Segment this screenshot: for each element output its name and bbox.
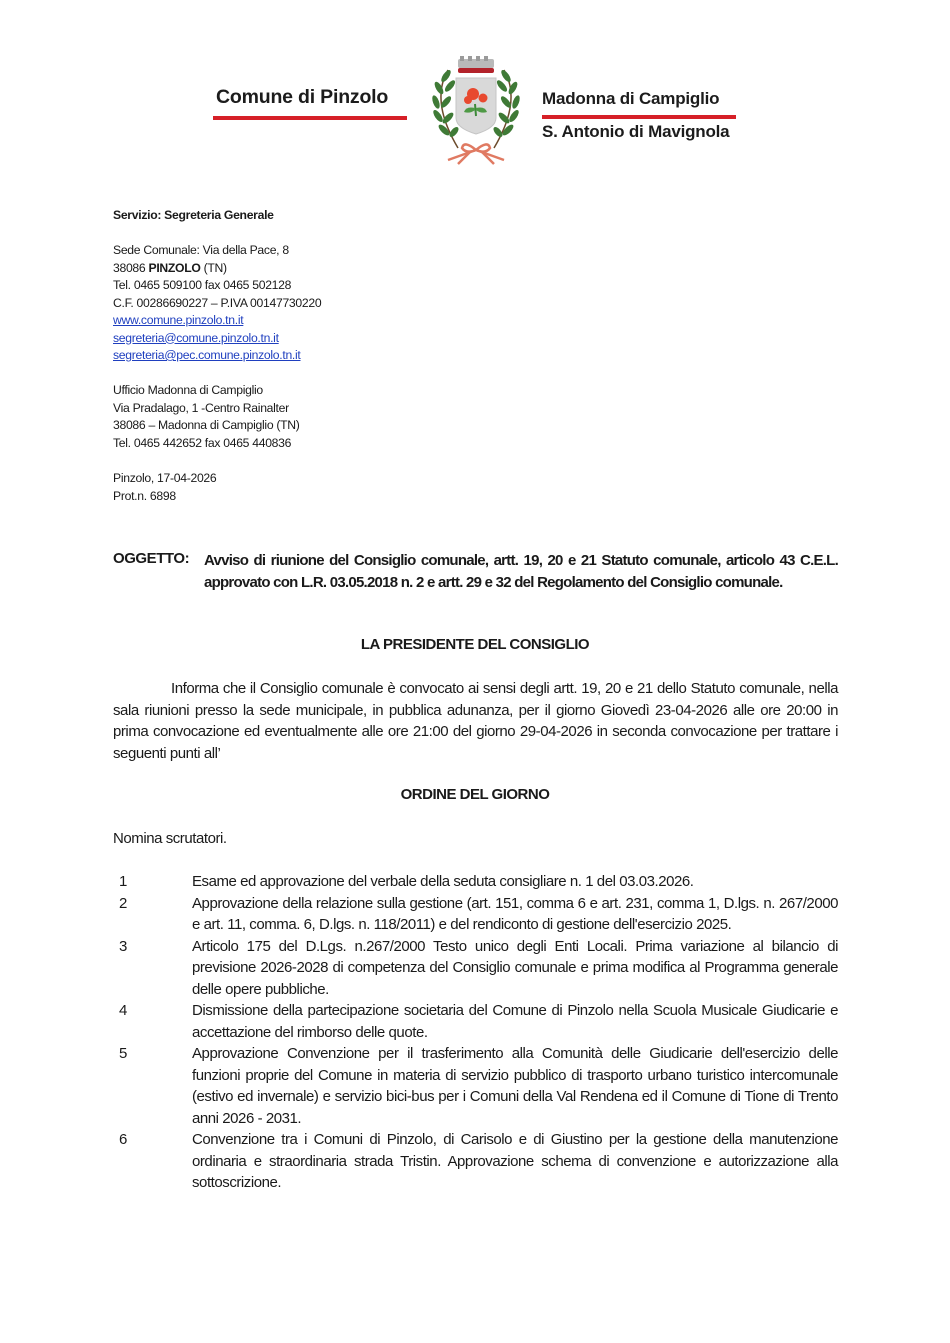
hq-province: (TN) [203, 260, 227, 275]
office-address: Via Pradalago, 1 -Centro Rainalter [113, 400, 289, 415]
letterhead-locality-1: Madonna di Campiglio [542, 89, 720, 108]
subject-label: OGGETTO: [113, 550, 190, 567]
agenda-item [113, 893, 838, 936]
agenda-item [113, 1129, 838, 1194]
hq-city: PINZOLO [148, 260, 201, 275]
agenda-item-number: 5 [119, 1045, 127, 1062]
hq-phone-fax: Tel. 0465 509100 fax 0465 502128 [113, 278, 292, 292]
email-link[interactable]: segreteria@comune.pinzolo.tn.it [113, 330, 279, 345]
agenda-item [113, 936, 838, 1001]
letterhead-red-rule-right [542, 115, 736, 119]
office-city-line: 38086 – Madonna di Campiglio (TN) [113, 418, 300, 432]
website-link[interactable]: www.comune.pinzolo.tn.it [113, 313, 244, 327]
agenda-item-text: Articolo 175 del D.Lgs. n.267/2000 Testo unico degli Enti Locali. Prima variazione al bilancio di previsione 2026-2028 di competenza del Consiglio comunale e prima modifica al Programma generale delle opere pubbliche. [192, 937, 838, 998]
sender-service [113, 207, 274, 225]
agenda-item-text: Convenzione tra i Comuni di Pinzolo, di Carisolo e di Giustino per la gestione della manutenzione ordinaria e straordinaria strada Tristin. Approvazione schema di convenzione e autorizzazione alla sottoscrizione. [192, 1131, 838, 1191]
sender-hq-block [113, 242, 321, 365]
place-date: Pinzolo, 17-04-2026 [113, 471, 217, 485]
agenda-heading: ORDINE DEL GIORNO [400, 786, 550, 803]
agenda-item-number: 1 [119, 873, 127, 890]
preliminary-item: Nomina scrutatori. [113, 830, 227, 847]
convocation-paragraph: Informa che il Consiglio comunale è convocato ai sensi degli artt. 19, 20 e 21 dello Statuto comunale, nella sala riunioni presso la sede municipale, in pubblica adunanza, per il giorno Giovedì 23-04-2026 alle ore 20:00 in prima convocazione ed eventualmente alle ore 21:00 del giorno 29-04-2026 in seconda convocazione per trattare i seguenti punti all’ [113, 680, 838, 762]
letterhead-municipality-name: Comune di Pinzolo [216, 86, 389, 108]
hq-city-line [113, 260, 321, 278]
letterhead-locality-2: S. Antonio di Mavignola [542, 122, 730, 141]
protocol-number: Prot.n. 6898 [113, 488, 176, 503]
agenda-item [113, 1000, 838, 1043]
agenda-item-number: 4 [119, 1002, 127, 1019]
hq-address: Sede Comunale: Via della Pace, 8 [113, 243, 289, 257]
agenda-item-number: 3 [119, 937, 127, 955]
office-phone-fax: Tel. 0465 442652 fax 0465 440836 [113, 435, 292, 450]
office-name: Ufficio Madonna di Campiglio [113, 383, 263, 397]
pec-email-link[interactable]: segreteria@pec.comune.pinzolo.tn.it [113, 348, 301, 362]
date-protocol-block [113, 470, 216, 505]
crown-icon [458, 56, 494, 73]
hq-tax-ids: C.F. 00286690227 – P.IVA 00147730220 [113, 295, 322, 310]
agenda-item-number: 2 [119, 894, 127, 912]
agenda-item [113, 1043, 838, 1129]
agenda-item-text: Approvazione Convenzione per il trasferimento alla Comunità delle Giudicarie dell'esercizio delle funzioni proprie del Comune in materia di servizio pubblico di trasporto urbano turistico intercomunale (estivo ed invernale) e servizio bici-bus per i Comuni della Val Rendena ed il Comune di Tione di Trento anni 2026 - 2031. [192, 1045, 838, 1127]
agenda-item-text: Dismissione della partecipazione societaria del Comune di Pinzolo nella Scuola Musicale Giudicarie e accettazione del rimborso delle quote. [192, 1002, 838, 1041]
hq-cap: 38086 [113, 260, 146, 275]
agenda-item [113, 871, 838, 893]
agenda-item-text: Esame ed approvazione del verbale della seduta consigliare n. 1 del 03.03.2026. [192, 873, 694, 890]
coat-of-arms-icon [418, 56, 534, 168]
agenda-list [113, 871, 838, 1194]
service-name: Servizio: Segreteria Generale [113, 208, 274, 222]
agenda-item-text: Approvazione della relazione sulla gestione (art. 151, comma 6 e art. 231, comma 1, D.lgs. n. 267/2000 e art. 11, comma. 6, D.lgs. n. 118/2011) e del rendiconto di gestione dell'esercizio 2025. [192, 894, 838, 933]
agenda-item-number: 6 [119, 1131, 127, 1148]
sender-office-block [113, 382, 300, 452]
ribbon-bow-icon [448, 144, 504, 164]
letterhead-red-rule-left [213, 116, 407, 120]
president-heading: LA PRESIDENTE DEL CONSIGLIO [360, 636, 590, 653]
subject-text: Avviso di riunione del Consiglio comunale, artt. 19, 20 e 21 Statuto comunale, articolo 43 C.E.L. approvato con L.R. 03.05.2018 n. 2 e artt. 29 e 32 del Regolamento del Consiglio comunale. [204, 552, 838, 591]
